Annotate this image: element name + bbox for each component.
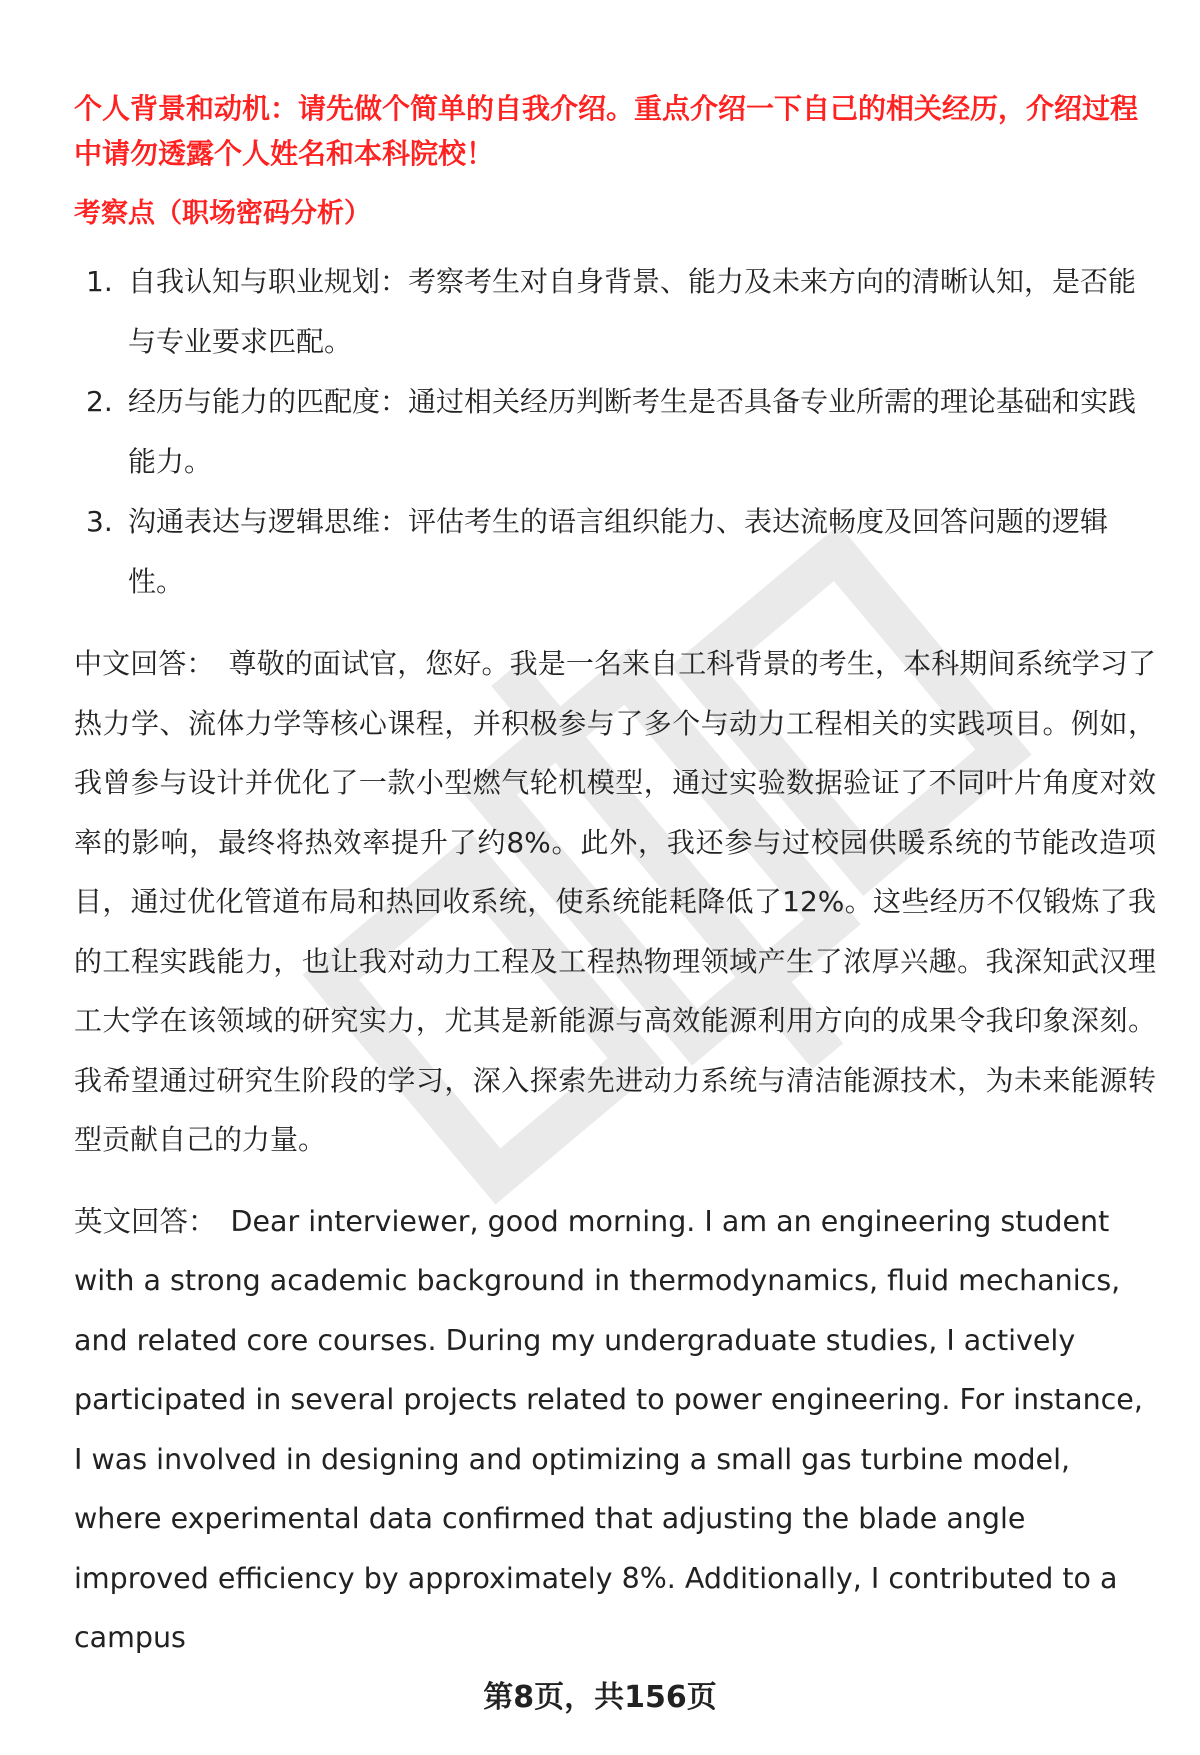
item-text: 沟通表达与逻辑思维：评估考生的语言组织能力、表达流畅度及回答问题的逻辑性。: [128, 505, 1109, 598]
english-answer-label: 英文回答：: [74, 1204, 217, 1238]
chinese-answer-text: 尊敬的面试官，您好。我是一名来自工科背景的考生，本科期间系统学习了热力学、流体力学等核心课程，并积极参与了多个与动力工程相关的实践项目。例如，我曾参与设计并优化了一款小型燃气轮机模型，通过实验数据验证了不同叶片角度对效率的影响，最终将热效率提升了约8%。此外，我还参与过校园供暖系统的节能改造项目，通过优化管道布局和热回收系统，使系统能耗降低了12%。这些经历不仅锻炼了我的工程实践能力，也让我对动力工程及工程热物理领域产生了浓厚兴趣。我深知武汉理工大学在该领域的研究实力，尤其是新能源与高效能源利用方向的成果令我印象深刻。我希望通过研究生阶段的学习，深入探索先进动力系统与清洁能源技术，为未来能源转型贡献自己的力量。: [74, 647, 1156, 1156]
english-answer: [74, 1192, 1156, 1668]
assessment-item: [74, 372, 1156, 492]
item-number: 3.: [86, 505, 113, 538]
item-number: 2.: [86, 385, 113, 418]
assessment-item: [74, 492, 1156, 612]
assessment-list: [74, 252, 1156, 612]
item-text: 自我认知与职业规划：考察考生对自身背景、能力及未来方向的清晰认知，是否能与专业要求匹配。: [128, 265, 1137, 358]
english-answer-text: Dear interviewer, good morning. I am an engineering student with a strong academic background in thermodynamics, fluid mechanics, and related core courses. During my undergraduate studies, I actively participated in several projects related to power engineering. For instance, I was involved in designing and optimizing a small gas turbine model, where experimental data confirmed that adjusting the blade angle improved efficiency by approximately 8%. Additionally, I contributed to a campus: [74, 1204, 1143, 1654]
item-number: 1.: [86, 265, 113, 298]
item-text: 经历与能力的匹配度：通过相关经历判断考生是否具备专业所需的理论基础和实践能力。: [128, 385, 1137, 478]
chinese-answer: [74, 634, 1156, 1170]
interview-question: 个人背景和动机：请先做个简单的自我介绍。重点介绍一下自己的相关经历，介绍过程中请勿透露个人姓名和本科院校！: [74, 92, 1139, 170]
chinese-answer-label: 中文回答：: [74, 647, 215, 680]
document-page: [74, 86, 1156, 1668]
assessment-title: 考察点（职场密码分析）: [74, 198, 371, 229]
page-number: 第8页，共156页: [483, 1680, 717, 1715]
assessment-item: [74, 252, 1156, 372]
